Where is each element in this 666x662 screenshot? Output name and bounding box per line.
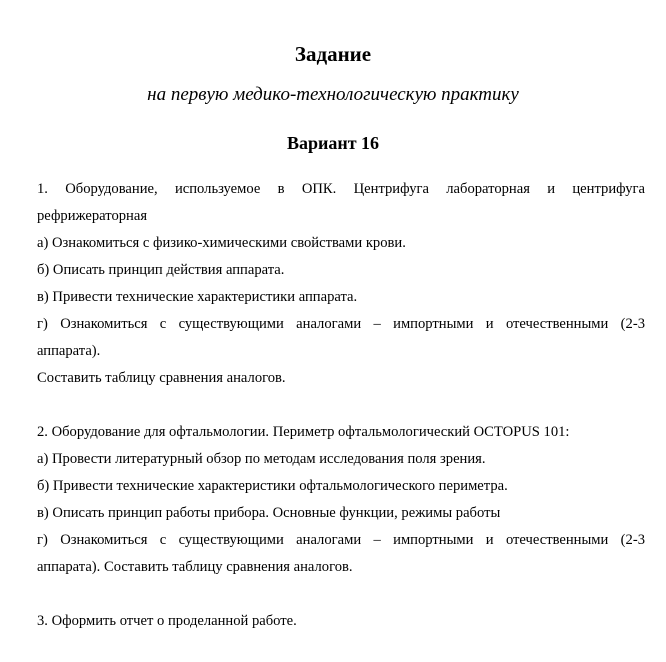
section1-heading-line2: рефрижераторная <box>37 208 148 224</box>
section2-item-d: г) Ознакомиться с существующими аналогами – импортными и отечественными (2-3 <box>37 532 645 548</box>
section1-item-c: в) Привести технические характеристики аппарата. <box>37 289 358 305</box>
page-subtitle: на первую медико-технологическую практику <box>147 84 519 105</box>
section1-item-b: б) Описать принцип действия аппарата. <box>37 262 285 278</box>
section2-item-d-cont: аппарата). Составить таблицу сравнения аналогов. <box>37 559 353 575</box>
section2-heading: 2. Оборудование для офтальмологии. Периметр офтальмологический OCTOPUS 101: <box>37 424 570 440</box>
section3-heading: 3. Оформить отчет о проделанной работе. <box>37 613 297 629</box>
section1-heading-line1: 1. Оборудование, используемое в ОПК. Центрифуга лабораторная и центрифуга <box>37 181 645 197</box>
page-title: Задание <box>294 42 372 66</box>
section2-item-a: а) Провести литературный обзор по методам исследования поля зрения. <box>37 451 486 467</box>
section1-item-a: а) Ознакомиться с физико-химическими свойствами крови. <box>37 235 406 251</box>
variant-heading: Вариант 16 <box>286 133 380 153</box>
section2-item-b: б) Привести технические характеристики офтальмологического периметра. <box>37 478 508 494</box>
section1-item-d: г) Ознакомиться с существующими аналогами – импортными и отечественными (2-3 <box>37 316 645 332</box>
section1-table-note: Составить таблицу сравнения аналогов. <box>37 370 286 386</box>
section1-item-d-cont: аппарата). <box>37 343 101 359</box>
section2-item-c: в) Описать принцип работы прибора. Основные функции, режимы работы <box>37 505 501 521</box>
